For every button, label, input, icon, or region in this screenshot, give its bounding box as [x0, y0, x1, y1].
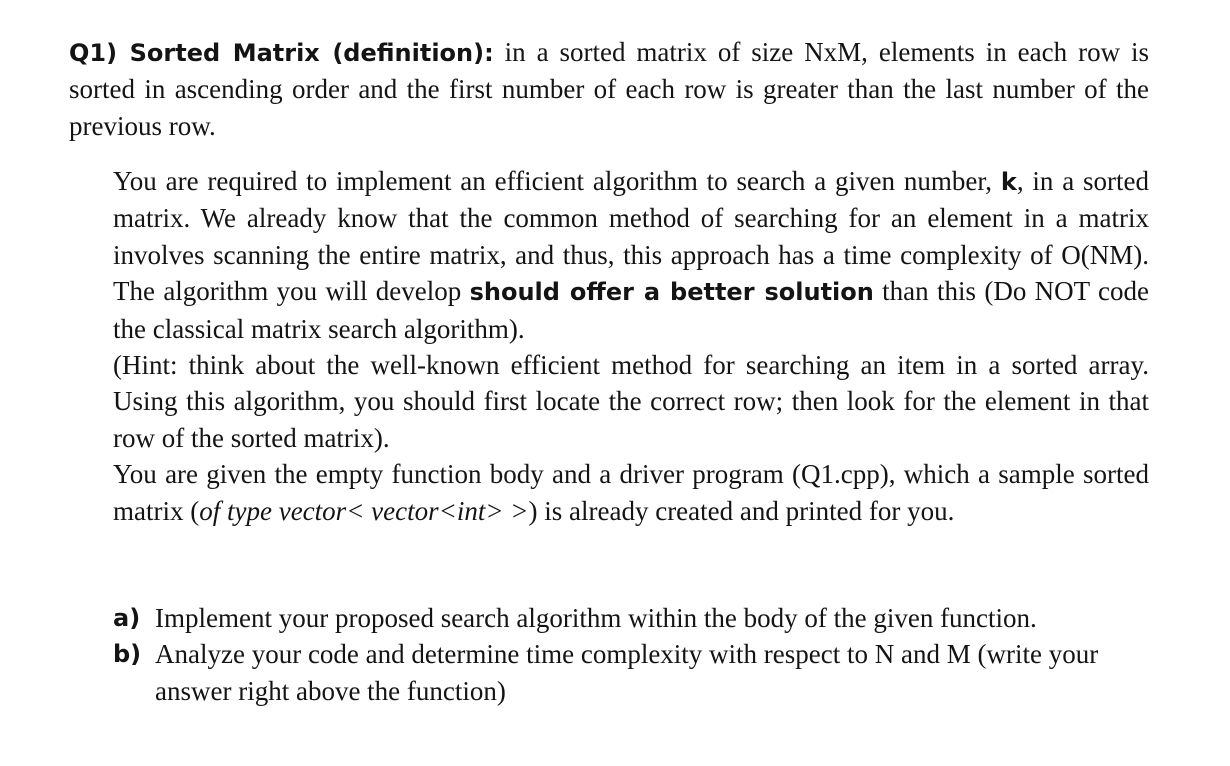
task-letter: a) [113, 604, 141, 632]
task-item-a [113, 600, 1149, 636]
question-body [113, 163, 1149, 529]
driver-paragraph [113, 456, 1149, 529]
matrix-type: of type vector< vector<int> > [199, 495, 529, 526]
task-item-b [113, 636, 1149, 709]
variable-k: k [1000, 168, 1017, 196]
task-list [113, 600, 1149, 709]
driver-text-end: ) is already created and printed for you. [528, 495, 955, 526]
requirement-text-end: than this (Do NOT code the classical matrix search algorithm). [113, 276, 1149, 344]
requirement-paragraph [113, 163, 1149, 347]
requirement-text-start: You are required to implement an efficient algorithm to search a given number, [113, 166, 1001, 196]
task-letter: b) [113, 640, 142, 669]
question-intro [69, 34, 1149, 144]
question-title: Q1) Sorted Matrix (definition): [69, 39, 494, 67]
requirement-text-middle: , in a sorted matrix. We already know that the common method of searching for an element in a matrix involves scanning the entire matrix, and thus, this approach has a time complexity of O(NM). The algorithm you will develop [113, 166, 1149, 307]
driver-text-start: You are given the empty function body and a driver program (Q1.cpp), which a sample sorted matrix ( [113, 459, 1149, 526]
hint-paragraph: (Hint: think about the well-known efficient method for searching an item in a sorted array. Using this algorithm, you should first locate the correct row; then look for the element in that row of the sorted matrix). [113, 350, 1149, 453]
emphasis-better-solution: should offer a better solution [469, 278, 874, 307]
task-text: Analyze your code and determine time complexity with respect to N and M (write your answer right above the function) [155, 639, 1099, 706]
sorted-matrix-definition: in a sorted matrix of size NxM, elements in each row is sorted in ascending order and the first number of each row is greater than the last number of the previous row. [69, 37, 1150, 141]
task-text: Implement your proposed search algorithm within the body of the given function. [155, 603, 1037, 633]
